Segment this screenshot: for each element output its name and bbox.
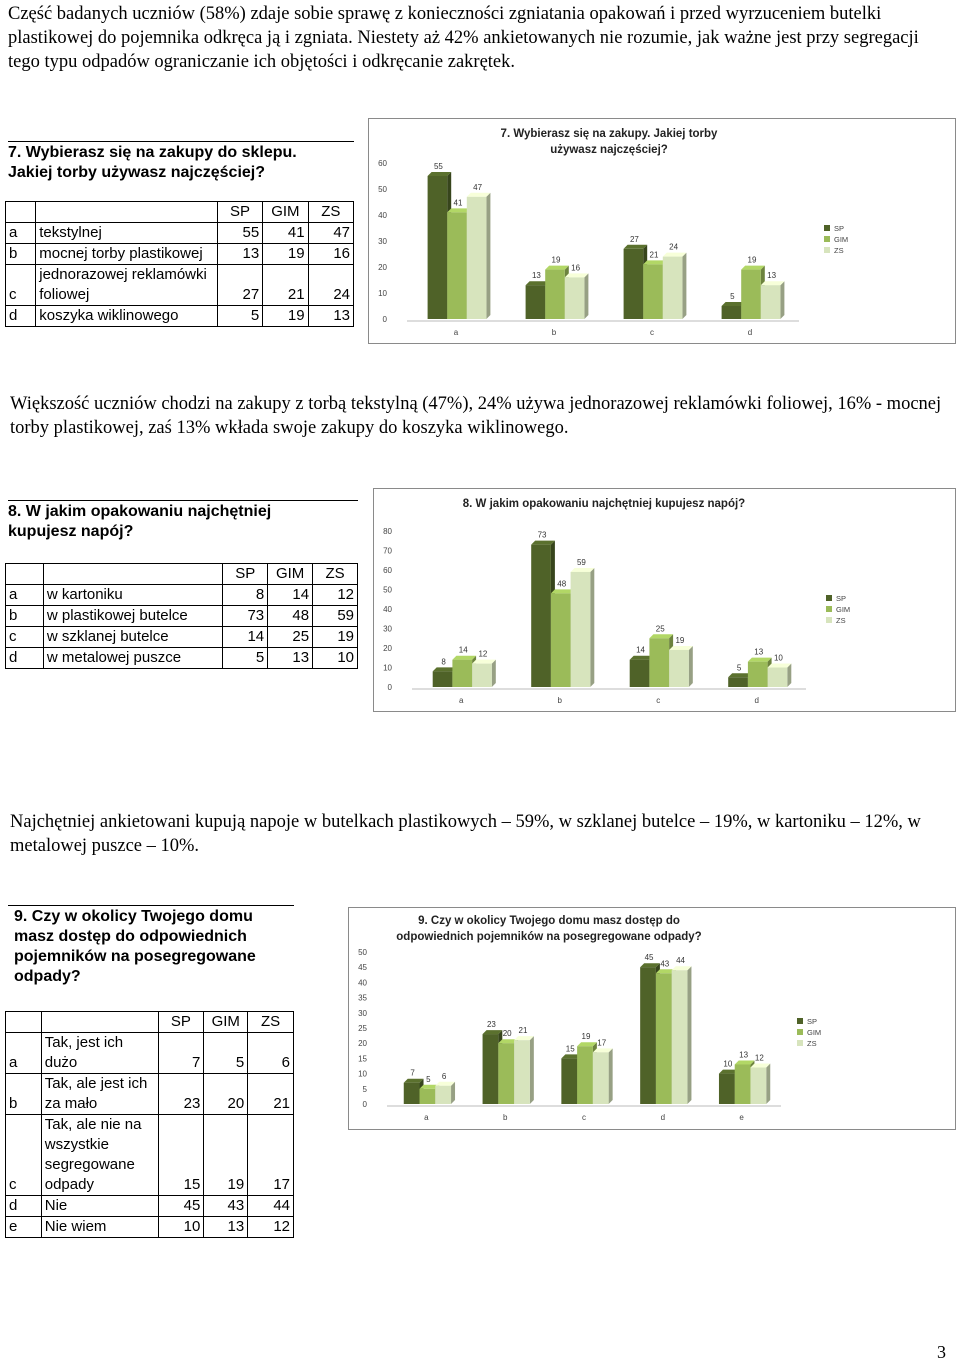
bar-top [428, 172, 452, 176]
bar [571, 572, 591, 687]
bar-top [663, 253, 687, 257]
data-label: 14 [636, 645, 646, 655]
row-letter: d [6, 306, 36, 327]
data-label: 45 [644, 953, 654, 963]
bar-top [565, 273, 589, 277]
cell-gim: 19 [263, 306, 308, 327]
bar-side [492, 660, 496, 687]
bar-top [748, 658, 772, 662]
row-label: Nie wiem [41, 1217, 158, 1238]
table-row [6, 306, 354, 327]
legend-label: ZS [807, 1039, 817, 1048]
cell-sp: 55 [217, 223, 262, 244]
row-letter: a [6, 1033, 42, 1074]
y-tick-label: 40 [358, 978, 367, 988]
row-letter: c [6, 265, 36, 306]
legend-swatch [826, 606, 832, 612]
table-cell [41, 1012, 158, 1033]
cell-sp: 13 [217, 244, 262, 265]
y-tick-label: 40 [378, 211, 387, 220]
data-label: 44 [676, 956, 686, 966]
data-label: 41 [453, 198, 463, 208]
bar [420, 1089, 436, 1104]
legend-label: GIM [834, 235, 849, 244]
cell-zs: 10 [313, 648, 358, 669]
data-label: 5 [426, 1074, 431, 1084]
cell-zs: 44 [248, 1196, 294, 1217]
bar [768, 668, 788, 688]
bar [728, 677, 748, 687]
bar [593, 1052, 609, 1104]
cell-sp: 73 [223, 606, 268, 627]
q9-title-line2: masz dostęp do odpowiednich [14, 928, 247, 945]
cell-gim: 5 [204, 1033, 248, 1074]
q9-chart [348, 907, 956, 1130]
y-tick-label: 10 [378, 289, 387, 298]
data-label: 21 [649, 250, 659, 260]
q7-table [5, 201, 354, 327]
row-letter: b [6, 1074, 42, 1115]
col-header-sp: SP [217, 202, 262, 223]
table-row [6, 223, 354, 244]
q8-summary: Najchętniej ankietowani kupują napoje w butelkach plastikowych – 59%, w szklanej butelce – 19%, w kartoniku – 12%, w metalowej puszce – 10%. [10, 812, 921, 856]
row-label: w plastikowej butelce [43, 606, 222, 627]
y-tick-label: 40 [383, 605, 392, 614]
table-row [6, 627, 358, 648]
cell-sp: 10 [158, 1217, 204, 1238]
y-tick-label: 20 [383, 644, 392, 653]
data-label: 55 [433, 162, 443, 171]
bar [514, 1040, 530, 1104]
legend-swatch [826, 595, 832, 601]
data-label: 23 [486, 1020, 496, 1030]
data-label: 14 [458, 645, 468, 655]
col-header-gim: GIM [204, 1012, 248, 1033]
table-row [6, 1074, 294, 1115]
y-tick-label: 60 [378, 159, 387, 168]
q7-title-line2: Jakiej torby używasz najczęściej? [8, 164, 266, 181]
bar-top [472, 660, 496, 664]
bar-side [584, 273, 588, 319]
y-tick-label: 10 [383, 663, 392, 673]
table-cell [43, 564, 222, 585]
cell-zs: 59 [313, 606, 358, 627]
bar-side [689, 646, 693, 687]
table-cell [6, 564, 44, 585]
bar-side [682, 253, 686, 319]
row-label: tekstylnej [36, 223, 218, 244]
cell-gim: 21 [263, 265, 308, 306]
chart-title: 8. W jakim opakowaniu najchętniej kupujesz napój? [462, 498, 746, 510]
bar-side [687, 966, 691, 1104]
cell-zs: 13 [308, 306, 353, 327]
bar [624, 249, 644, 319]
q8-chart [373, 488, 956, 712]
bar [630, 660, 650, 687]
table-cell [6, 202, 36, 223]
data-label: 15 [565, 1044, 575, 1054]
cell-gim: 48 [268, 606, 313, 627]
col-header-sp: SP [158, 1012, 204, 1033]
q7-chart-svg [369, 119, 955, 343]
cell-gim: 43 [204, 1196, 248, 1217]
bar [643, 264, 663, 319]
table-row [6, 1115, 294, 1196]
bar-side [780, 281, 784, 319]
bar [467, 197, 487, 319]
legend-swatch [797, 1029, 803, 1035]
y-tick-label: 50 [358, 948, 367, 957]
legend-label: SP [836, 594, 847, 603]
x-tick-label: b [557, 696, 562, 705]
row-letter: a [6, 585, 44, 606]
legend-swatch [797, 1040, 803, 1046]
legend-label: GIM [836, 605, 851, 614]
row-letter: d [6, 1196, 42, 1217]
data-label: 13 [767, 271, 777, 281]
y-tick-label: 0 [387, 683, 392, 692]
cell-sp: 15 [158, 1115, 204, 1196]
data-label: 8 [441, 657, 446, 667]
data-label: 19 [675, 635, 685, 645]
y-tick-label: 30 [378, 237, 387, 246]
bar [672, 970, 688, 1104]
q9-chart-svg [349, 908, 955, 1129]
legend-swatch [797, 1018, 803, 1024]
cell-gim: 19 [204, 1115, 248, 1196]
cell-sp: 27 [217, 265, 262, 306]
q7-title-rule [8, 141, 354, 142]
table-row [6, 648, 358, 669]
cell-zs: 12 [313, 585, 358, 606]
x-tick-label: b [502, 1113, 508, 1122]
bar [561, 1058, 577, 1104]
row-letter: c [6, 627, 44, 648]
bar [761, 285, 781, 319]
table-cell [6, 1012, 42, 1033]
cell-gim: 41 [263, 223, 308, 244]
bar [428, 176, 448, 319]
cell-zs: 6 [248, 1033, 294, 1074]
cell-zs: 47 [308, 223, 353, 244]
row-label: Nie [41, 1196, 158, 1217]
row-label: Tak, ale jest ich za mało [41, 1074, 158, 1115]
bar [526, 285, 546, 319]
data-label: 12 [478, 649, 488, 659]
chart-title: używasz najczęściej? [550, 144, 668, 156]
bar [748, 662, 768, 687]
cell-gim: 13 [204, 1217, 248, 1238]
y-tick-label: 0 [382, 315, 387, 324]
bar-side [787, 664, 791, 688]
row-label: w szklanej butelce [43, 627, 222, 648]
cell-gim: 25 [268, 627, 313, 648]
data-label: 13 [754, 647, 764, 657]
q7-summary: Większość uczniów chodzi na zakupy z torbą tekstylną (47%), 24% używa jednorazowej reklamówki foliowej, 16% - mocnej torby plastikowej, zaś 13% wkłada swoje zakupy do koszyka wiklinowego. [10, 394, 942, 438]
data-label: 25 [655, 624, 665, 634]
bar [498, 1043, 514, 1104]
table-cell [36, 202, 218, 223]
cell-gim: 14 [268, 585, 313, 606]
chart-title: odpowiednich pojemników na posegregowane odpady? [396, 931, 702, 943]
bar [669, 650, 689, 687]
q8-title-rule [8, 500, 358, 501]
bar [640, 967, 656, 1104]
row-label: w metalowej puszce [43, 648, 222, 669]
data-label: 13 [531, 271, 541, 281]
data-label: 59 [576, 557, 586, 567]
col-header-gim: GIM [268, 564, 313, 585]
x-tick-label: a [459, 696, 464, 705]
cell-sp: 14 [223, 627, 268, 648]
col-header-gim: GIM [263, 202, 308, 223]
y-tick-label: 45 [358, 963, 367, 973]
q9-title-line1: 9. Czy w okolicy Twojego domu [14, 908, 253, 925]
y-tick-label: 10 [358, 1069, 367, 1079]
legend-swatch [824, 225, 830, 231]
bar-side [486, 193, 490, 319]
cell-zs: 17 [248, 1115, 294, 1196]
q7-chart [368, 118, 956, 344]
q8-table [5, 563, 358, 669]
cell-sp: 5 [217, 306, 262, 327]
q8-title-line2: kupujesz napój? [8, 523, 134, 540]
cell-sp: 8 [223, 585, 268, 606]
page-number: 3 [937, 1342, 946, 1362]
bar [741, 270, 761, 319]
x-tick-label: b [551, 328, 557, 337]
bar-side [609, 1048, 613, 1104]
bar-top [624, 245, 648, 249]
data-label: 19 [581, 1032, 591, 1042]
y-tick-label: 5 [362, 1084, 367, 1094]
data-label: 73 [537, 530, 547, 540]
bar [483, 1034, 499, 1104]
bar-side [590, 568, 594, 687]
q7-title-line1: 7. Wybierasz się na zakupy do sklepu. [8, 144, 297, 161]
x-tick-label: c [656, 696, 661, 705]
table-row [6, 585, 358, 606]
table-row [6, 244, 354, 265]
bar [735, 1064, 751, 1104]
cell-gim: 13 [268, 648, 313, 669]
bar-top [768, 664, 792, 668]
bar [719, 1074, 735, 1104]
bar-top [452, 656, 476, 660]
cell-sp: 5 [223, 648, 268, 669]
cell-sp: 45 [158, 1196, 204, 1217]
bar [404, 1083, 420, 1104]
data-label: 19 [747, 255, 757, 265]
cell-zs: 19 [313, 627, 358, 648]
q9-title-rule [8, 905, 294, 906]
y-tick-label: 15 [358, 1054, 367, 1064]
row-letter: e [6, 1217, 42, 1238]
data-label: 13 [739, 1050, 749, 1060]
legend-label: ZS [836, 616, 846, 625]
bar [649, 638, 669, 687]
bar [447, 212, 467, 319]
data-label: 20 [502, 1029, 512, 1039]
row-letter: a [6, 223, 36, 244]
bar-top [531, 541, 555, 545]
y-tick-label: 60 [383, 566, 392, 575]
cell-sp: 7 [158, 1033, 204, 1074]
y-tick-label: 20 [358, 1039, 367, 1049]
bar-side [530, 1036, 534, 1104]
q9-title-line3: pojemników na posegregowane [14, 948, 256, 965]
bar-top [761, 281, 785, 285]
x-tick-label: c [582, 1113, 586, 1122]
y-tick-label: 35 [358, 993, 367, 1003]
bar [551, 593, 571, 687]
legend-swatch [824, 247, 830, 253]
data-label: 21 [518, 1026, 528, 1036]
row-letter: d [6, 648, 44, 669]
y-tick-label: 70 [383, 546, 392, 556]
y-tick-label: 30 [383, 624, 392, 634]
bar [531, 545, 551, 687]
data-label: 7 [410, 1068, 415, 1078]
legend-swatch [824, 236, 830, 242]
bar-top [741, 266, 765, 270]
bar [656, 973, 672, 1104]
q9-table [5, 1011, 294, 1238]
x-tick-label: d [660, 1113, 666, 1122]
legend-label: SP [807, 1017, 818, 1026]
bar-top [467, 193, 491, 197]
y-tick-label: 0 [362, 1100, 367, 1109]
bar [565, 277, 585, 319]
cell-zs: 24 [308, 265, 353, 306]
x-tick-label: e [739, 1113, 744, 1122]
x-tick-label: c [650, 328, 654, 337]
q9-table-header [6, 1012, 294, 1033]
x-tick-label: d [754, 696, 759, 705]
bar [472, 664, 492, 687]
bar-side [766, 1064, 770, 1104]
table-row [6, 1217, 294, 1238]
row-label: Tak, jest ich dużo [41, 1033, 158, 1074]
bar [452, 660, 472, 687]
legend-label: GIM [807, 1028, 822, 1037]
chart-title: 7. Wybierasz się na zakupy. Jakiej torby [500, 128, 718, 140]
cell-zs: 12 [248, 1217, 294, 1238]
y-tick-label: 20 [378, 263, 387, 272]
row-label: Tak, ale nie na wszystkie segregowane odpady [41, 1115, 158, 1196]
bar [663, 257, 683, 319]
data-label: 10 [723, 1059, 733, 1069]
data-label: 12 [754, 1053, 764, 1063]
col-header-zs: ZS [248, 1012, 294, 1033]
q8-title-line1: 8. W jakim opakowaniu najchętniej [8, 503, 272, 520]
table-row [6, 1033, 294, 1074]
col-header-sp: SP [223, 564, 268, 585]
x-tick-label: a [453, 328, 459, 337]
table-row [6, 1196, 294, 1217]
q9-title-line4: odpady? [14, 968, 81, 985]
row-label: koszyka wiklinowego [36, 306, 218, 327]
cell-gim: 19 [263, 244, 308, 265]
bar-top [545, 266, 569, 270]
col-header-zs: ZS [308, 202, 353, 223]
data-label: 48 [557, 579, 567, 589]
data-label: 17 [597, 1038, 607, 1048]
bar [545, 270, 565, 319]
row-label: w kartoniku [43, 585, 222, 606]
y-tick-label: 50 [378, 185, 387, 194]
y-tick-label: 25 [358, 1024, 367, 1033]
cell-zs: 21 [248, 1074, 294, 1115]
row-letter: c [6, 1115, 42, 1196]
bar-top [669, 646, 693, 650]
data-label: 10 [773, 653, 783, 663]
data-label: 43 [660, 959, 670, 969]
x-tick-label: d [747, 328, 753, 337]
table-row [6, 265, 354, 306]
cell-zs: 16 [308, 244, 353, 265]
row-letter: b [6, 606, 44, 627]
data-label: 5 [736, 663, 742, 673]
legend-swatch [826, 617, 832, 623]
bar-top [649, 634, 673, 638]
bar [433, 671, 453, 687]
data-label: 24 [669, 242, 679, 252]
chart-title: 9. Czy w okolicy Twojego domu masz dostęp do [418, 915, 680, 927]
q7-table-header [6, 202, 354, 223]
y-tick-label: 50 [383, 585, 392, 595]
data-label: 19 [551, 255, 561, 265]
data-label: 27 [629, 234, 639, 244]
bar [435, 1086, 451, 1104]
data-label: 47 [473, 182, 483, 192]
bar [750, 1068, 766, 1104]
bar-top [571, 568, 595, 572]
table-row [6, 606, 358, 627]
cell-gim: 20 [204, 1074, 248, 1115]
data-label: 16 [571, 263, 581, 273]
intro-paragraph: Część badanych uczniów (58%) zdaje sobie sprawę z konieczności zgniatania opakowań i przed wyrzuceniem butelki plastikowej do pojemnika odkręca ją i zgniata. Niestety aż 42% ankietowanych nie rozumie, jak ważne jest przy segregacji tego typu odpadów ograniczanie ich objętości i odkręcanie zakrętek. [8, 4, 919, 72]
q8-chart-svg [374, 489, 955, 711]
x-tick-label: a [424, 1113, 429, 1122]
y-tick-label: 30 [358, 1008, 367, 1018]
cell-sp: 23 [158, 1074, 204, 1115]
y-tick-label: 80 [383, 527, 392, 536]
data-label: 5 [730, 292, 735, 301]
col-header-zs: ZS [313, 564, 358, 585]
bar [577, 1046, 593, 1104]
row-letter: b [6, 244, 36, 265]
row-label: jednorazowej reklamówki foliowej [36, 265, 218, 306]
data-label: 6 [441, 1071, 447, 1081]
legend-label: SP [834, 224, 845, 233]
row-label: mocnej torby plastikowej [36, 244, 218, 265]
legend-label: ZS [834, 246, 844, 255]
bar [722, 306, 742, 319]
q8-table-header [6, 564, 358, 585]
